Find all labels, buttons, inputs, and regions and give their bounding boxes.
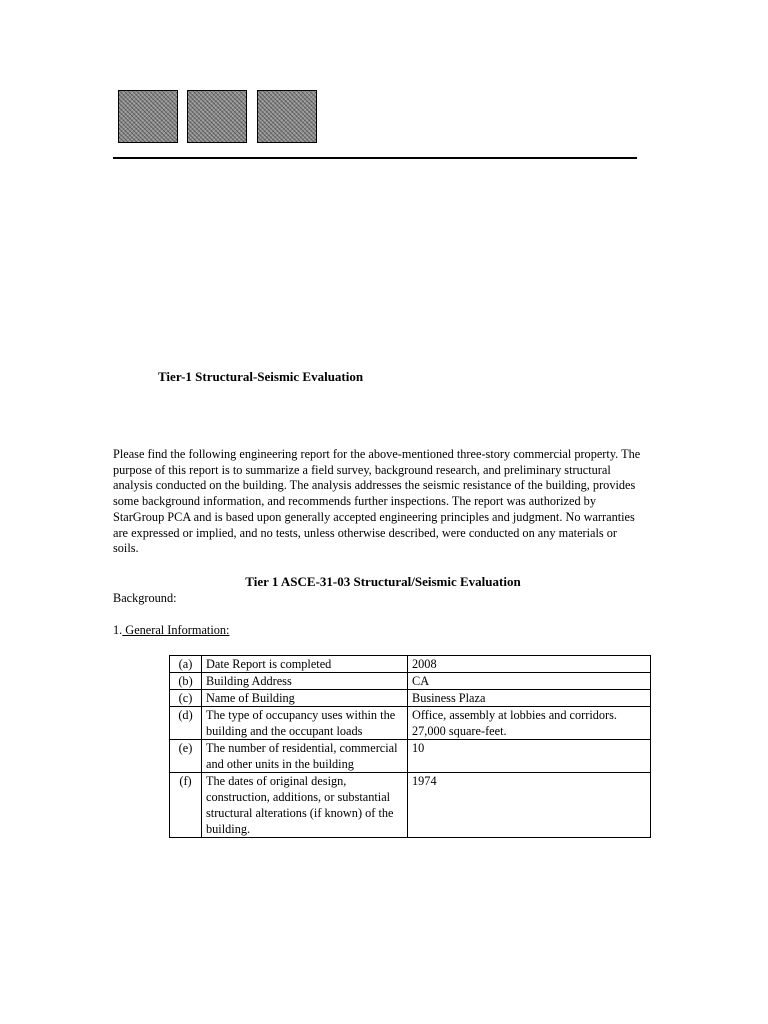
logo-block-1 [118,90,178,143]
row-item: Date Report is completed [202,656,408,673]
row-letter: (a) [170,656,202,673]
row-value: 10 [408,740,651,773]
row-letter: (d) [170,707,202,740]
table-row [170,740,651,773]
intro-paragraph: Please find the following engineering report for the above-mentioned three-story commercial property. The purpose of this report is to summarize a field survey, background research, and preliminary structural analysis conducted on the building. The analysis addresses the seismic resistance of the building, provides some background information, and recommends further inspections. The report was authorized by StarGroup PCA and is based upon generally accepted engineering principles and judgment. No warranties are expressed or implied, and no tests, unless otherwise described, were conducted on any materials or soils. [113,447,641,556]
row-letter: (b) [170,673,202,690]
row-item: Name of Building [202,690,408,707]
row-item: The number of residential, commercial and other units in the building [202,740,408,773]
row-value: CA [408,673,651,690]
general-information-table [169,655,651,838]
general-information-heading [113,623,229,638]
table-row [170,656,651,673]
row-value: 2008 [408,656,651,673]
logo-block-2 [187,90,247,143]
subsection-number: 1. [113,623,123,637]
section-title: Tier 1 ASCE-31-03 Structural/Seismic Evaluation [245,574,521,589]
report-title: Tier-1 Structural-Seismic Evaluation [158,369,364,384]
row-letter: (f) [170,773,202,838]
table-row [170,707,651,740]
row-value: Business Plaza [408,690,651,707]
row-item: Building Address [202,673,408,690]
row-value: Office, assembly at lobbies and corridors. 27,000 square-feet. [408,707,651,740]
row-item: The type of occupancy uses within the building and the occupant loads [202,707,408,740]
logo-block-3 [257,90,317,143]
row-letter: (e) [170,740,202,773]
table-row [170,690,651,707]
table-row [170,773,651,838]
table-row [170,673,651,690]
header-rule [113,157,637,159]
row-item: The dates of original design, construction, additions, or substantial structural alterations (if known) of the building. [202,773,408,838]
row-letter: (c) [170,690,202,707]
row-value: 1974 [408,773,651,838]
background-label: Background: [113,591,177,605]
subsection-label: General Information: [122,623,230,637]
